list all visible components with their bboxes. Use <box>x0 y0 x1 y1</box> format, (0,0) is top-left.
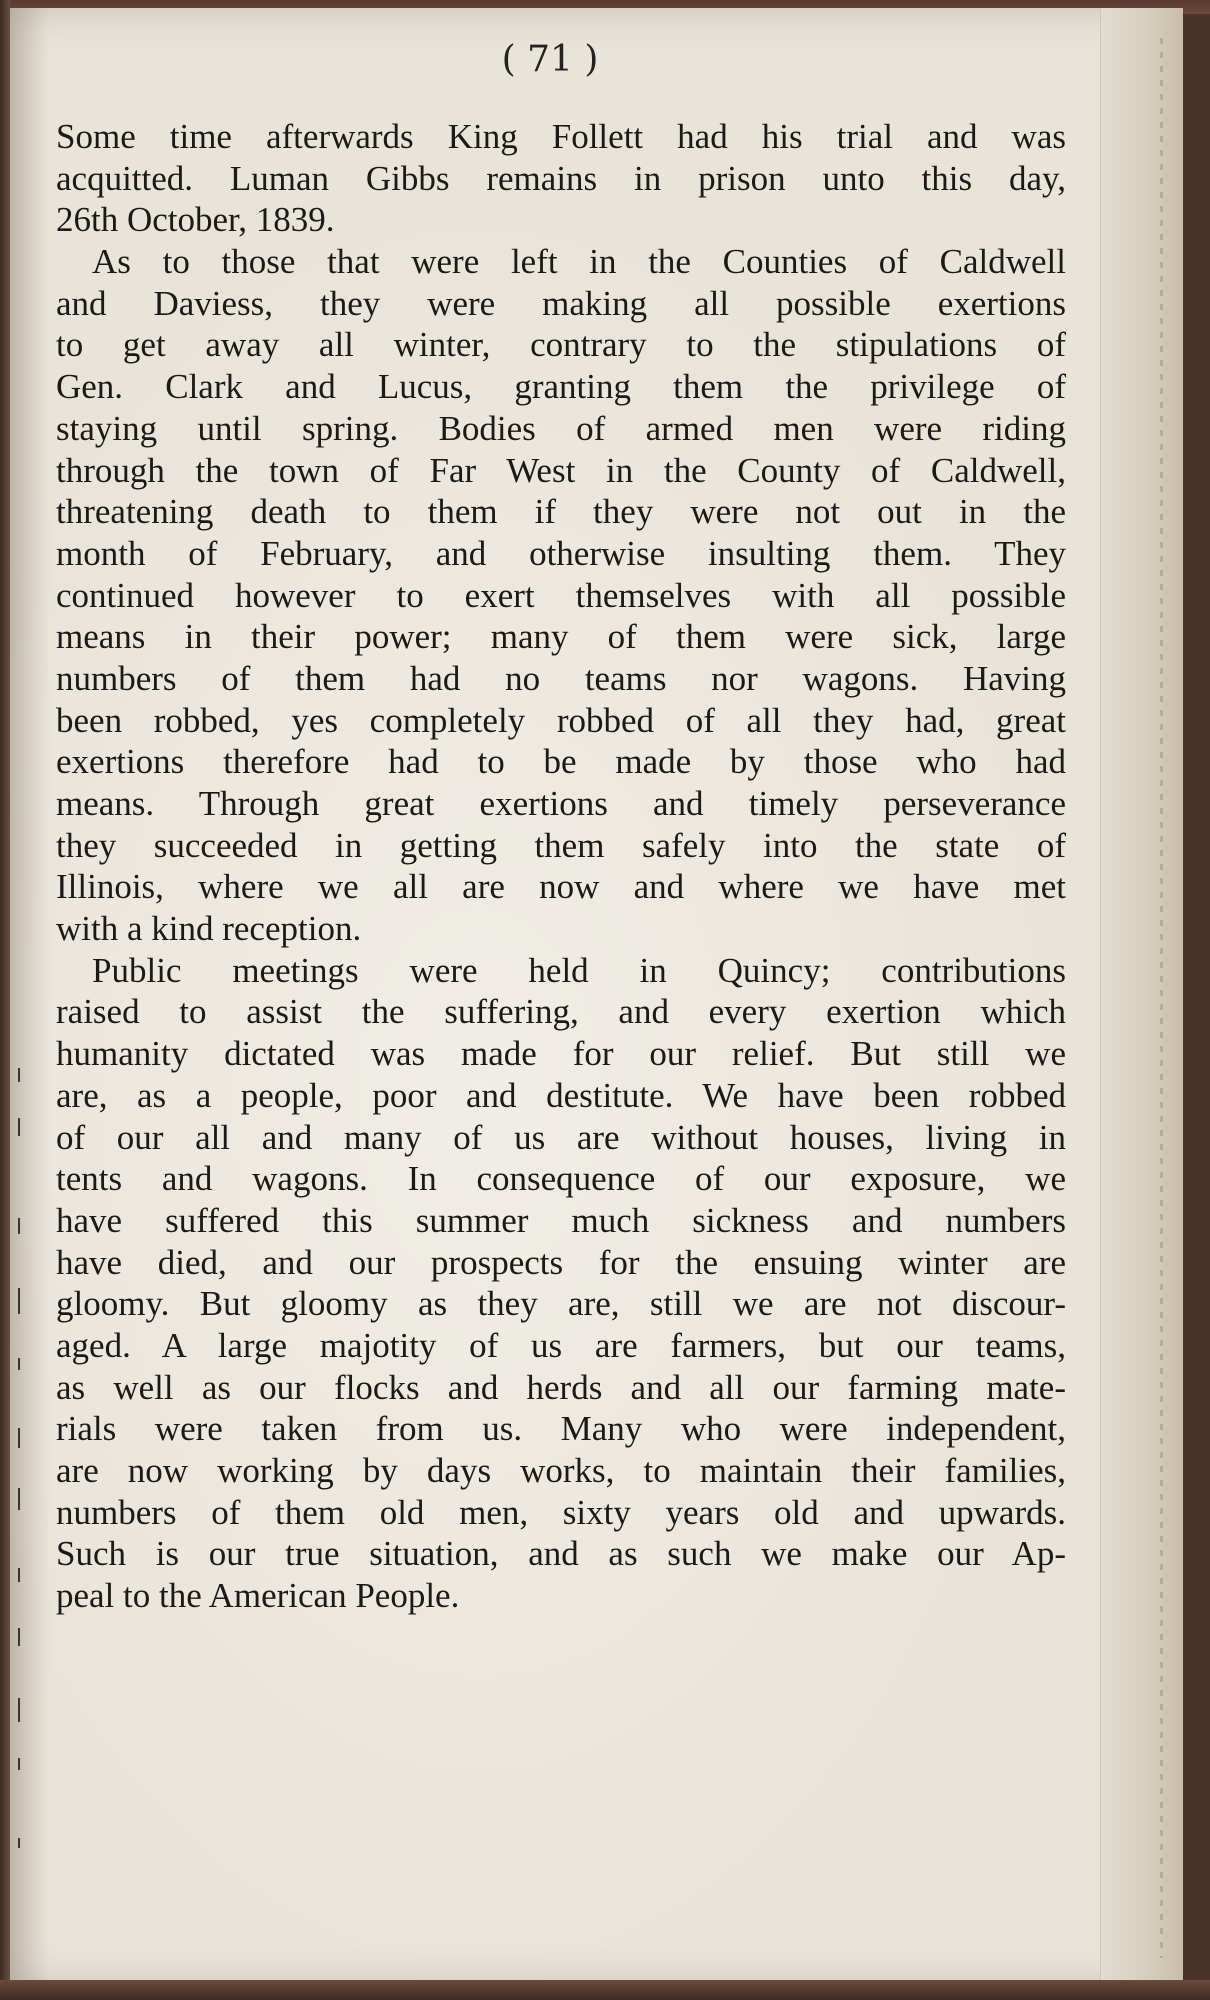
text-line: been robbed, yes completely robbed of all they had, great <box>56 700 1066 740</box>
text-line: means in their power; many of them were sick, large <box>56 617 1066 657</box>
text-line: acquitted. Luman Gibbs remains in prison unto this day, <box>56 158 1066 198</box>
text-line: means. Through great exertions and timely perseverance <box>56 784 1066 823</box>
text-line: through the town of Far West in the County of Caldwell, <box>56 450 1066 490</box>
text-line: rials were taken from us. Many who were independent, <box>56 1409 1066 1449</box>
text-line: of our all and many of us are without houses, living in <box>56 1117 1066 1157</box>
text-line: and Daviess, they were making all possible exertions <box>56 283 1066 323</box>
gutter-stitching <box>14 8 28 1986</box>
text-line: Illinois, where we all are now and where we have met <box>56 867 1066 907</box>
text-line: Such is our true situation, and as such we make our Ap- <box>56 1534 1066 1574</box>
paper-page <box>10 8 1182 1986</box>
text-line: exertions therefore had to be made by those who had <box>56 742 1066 782</box>
body-text <box>56 116 1066 1656</box>
text-line: peal to the American People. <box>56 1576 460 1616</box>
binding-left-edge <box>0 0 10 2000</box>
text-line: aged. A large majotity of us are farmers, but our teams, <box>56 1325 1066 1365</box>
text-line: raised to assist the suffering, and every exertion which <box>56 992 1066 1032</box>
binding-bottom-edge <box>0 1980 1210 2000</box>
text-line: as well as our flocks and herds and all our farming mate- <box>56 1367 1066 1407</box>
text-line: Some time afterwards King Follett had his trial and was <box>56 117 1066 156</box>
text-line: to get away all winter, contrary to the stipulations of <box>56 325 1066 365</box>
text-line: humanity dictated was made for our relief. But still we <box>56 1034 1066 1074</box>
text-line: gloomy. But gloomy as they are, still we are not discour- <box>56 1284 1066 1324</box>
text-line: Public meetings were held in Quincy; contributions <box>92 950 1066 990</box>
text-line: tents and wagons. In consequence of our exposure, we <box>56 1159 1066 1199</box>
text-line: Gen. Clark and Lucus, granting them the privilege of <box>56 367 1066 407</box>
page-number: ( 71 ) <box>501 39 599 80</box>
text-line: numbers of them old men, sixty years old and upwards. <box>56 1492 1066 1532</box>
text-line: have suffered this summer much sickness and numbers <box>56 1200 1066 1240</box>
text-line: numbers of them had no teams nor wagons. Having <box>56 658 1066 698</box>
text-line: 26th October, 1839. <box>56 200 335 240</box>
text-line: with a kind reception. <box>56 909 362 949</box>
text-line: staying until spring. Bodies of armed men were riding <box>56 408 1066 448</box>
text-line: month of February, and otherwise insulting them. They <box>56 533 1066 573</box>
text-line: they succeeded in getting them safely into the state of <box>56 825 1066 865</box>
text-line: are now working by days works, to maintain their families, <box>56 1451 1066 1490</box>
page-fore-edge <box>1100 8 1183 1986</box>
text-line: As to those that were left in the Counties of Caldwell <box>92 242 1066 282</box>
text-line: threatening death to them if they were not out in the <box>56 492 1066 532</box>
text-line: continued however to exert themselves with all possible <box>56 575 1066 615</box>
text-line: are, as a people, poor and destitute. We have been robbed <box>56 1075 1066 1115</box>
page-stack-lines <box>1160 38 1163 1958</box>
text-line: have died, and our prospects for the ensuing winter are <box>56 1242 1066 1282</box>
